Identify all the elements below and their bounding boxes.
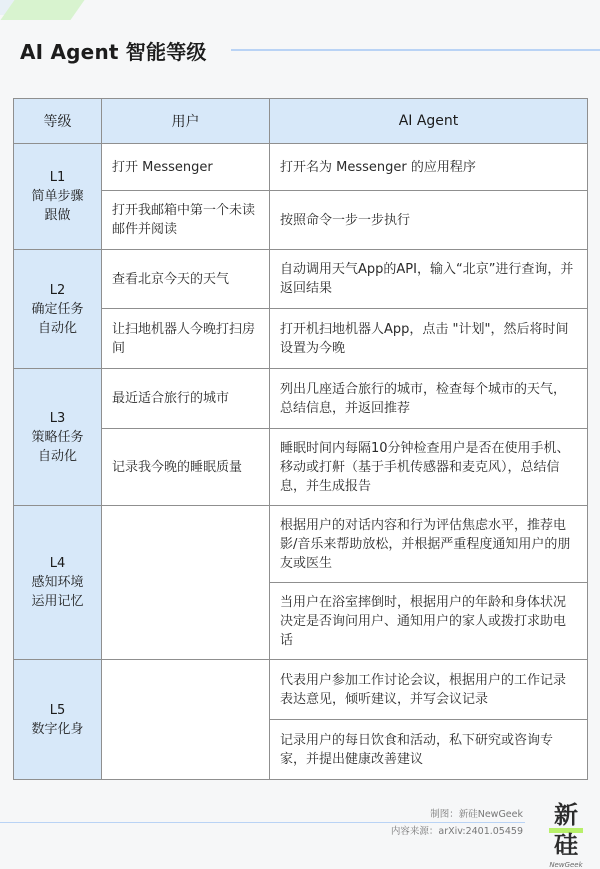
table-row xyxy=(14,660,588,720)
corner-decoration xyxy=(0,0,100,30)
agent-cell: 记录用户的每日饮食和活动，私下研究或咨询专家，并提出健康改善建议 xyxy=(270,720,588,780)
page-title: AI Agent 智能等级 xyxy=(20,39,207,64)
header xyxy=(20,36,600,64)
level-name-line2: 跟做 xyxy=(44,208,71,223)
level-name-line1: 策略任务 xyxy=(31,429,84,445)
agent-cell: 按照命令一步一步执行 xyxy=(270,191,588,250)
logo-subtitle: NewGeek xyxy=(549,861,583,869)
user-cell: 打开 Messenger xyxy=(102,144,270,191)
credits xyxy=(391,806,523,840)
level-cell-l4 xyxy=(14,506,102,660)
level-name-line2: 自动化 xyxy=(37,320,77,336)
user-cell: 打开我邮箱中第一个未读邮件并阅读 xyxy=(102,191,270,250)
level-name-line1: 简单步骤 xyxy=(31,189,84,204)
credit-source: 内容来源：arXiv:2401.05459 xyxy=(390,826,523,837)
level-code: L5 xyxy=(49,702,66,718)
table-row xyxy=(14,250,588,309)
table-header-row xyxy=(14,99,588,144)
level-cell-l5 xyxy=(14,660,102,780)
level-cell-l3 xyxy=(14,369,102,506)
user-cell-empty xyxy=(102,660,270,780)
level-name-line1: 数字化身 xyxy=(31,721,84,737)
agent-cell: 打开机扫地机器人App，点击 "计划"，然后将时间设置为今晚 xyxy=(270,309,588,369)
title-rule xyxy=(231,49,600,51)
level-code: L2 xyxy=(49,282,66,298)
header-level: 等级 xyxy=(14,99,102,144)
footer xyxy=(0,798,600,869)
user-cell: 让扫地机器人今晚打扫房间 xyxy=(102,309,270,369)
table-row xyxy=(14,144,588,191)
level-cell-l2 xyxy=(14,250,102,369)
agent-cell: 列出几座适合旅行的城市，检查每个城市的天气，总结信息，并返回推荐 xyxy=(270,369,588,429)
agent-cell: 当用户在浴室摔倒时，根据用户的年龄和身体状况决定是否询问用户、通知用户的家人或拨打求助电话 xyxy=(270,583,588,660)
header-user: 用户 xyxy=(102,99,270,144)
agent-cell: 代表用户参加工作讨论会议，根据用户的工作记录表达意见，倾听建议，并写会议记录 xyxy=(270,660,588,720)
table-row xyxy=(14,506,588,583)
agent-level-table xyxy=(13,98,588,780)
agent-cell: 打开名为 Messenger 的应用程序 xyxy=(270,144,588,191)
level-name-line2: 自动化 xyxy=(37,448,77,464)
level-name-line1: 感知环境 xyxy=(31,575,84,590)
credit-maker: 制图：新硅NewGeek xyxy=(430,809,523,820)
user-cell: 查看北京今天的天气 xyxy=(102,250,270,309)
level-code: L4 xyxy=(49,556,66,571)
level-cell-l1 xyxy=(14,144,102,250)
agent-cell: 自动调用天气App的API，输入“北京”进行查询，并返回结果 xyxy=(270,250,588,309)
level-code: L3 xyxy=(49,410,66,426)
logo-mark: 新硅 xyxy=(554,801,578,859)
level-code: L1 xyxy=(49,170,66,185)
newgeek-logo xyxy=(543,800,589,869)
user-cell: 最近适合旅行的城市 xyxy=(102,369,270,429)
agent-cell: 睡眠时间内每隔10分钟检查用户是否在使用手机、移动或打鼾（基于手机传感器和麦克风），总结信息，并生成报告 xyxy=(270,429,588,506)
agent-cell: 根据用户的对话内容和行为评估焦虑水平，推荐电影/音乐来帮助放松，并根据严重程度通知用户的朋友或医生 xyxy=(270,506,588,583)
user-cell-empty xyxy=(102,506,270,660)
level-name-line1: 确定任务 xyxy=(31,301,84,317)
header-agent: AI Agent xyxy=(270,99,588,144)
user-cell: 记录我今晚的睡眠质量 xyxy=(102,429,270,506)
level-name-line2: 运用记忆 xyxy=(31,594,84,609)
table-row xyxy=(14,369,588,429)
